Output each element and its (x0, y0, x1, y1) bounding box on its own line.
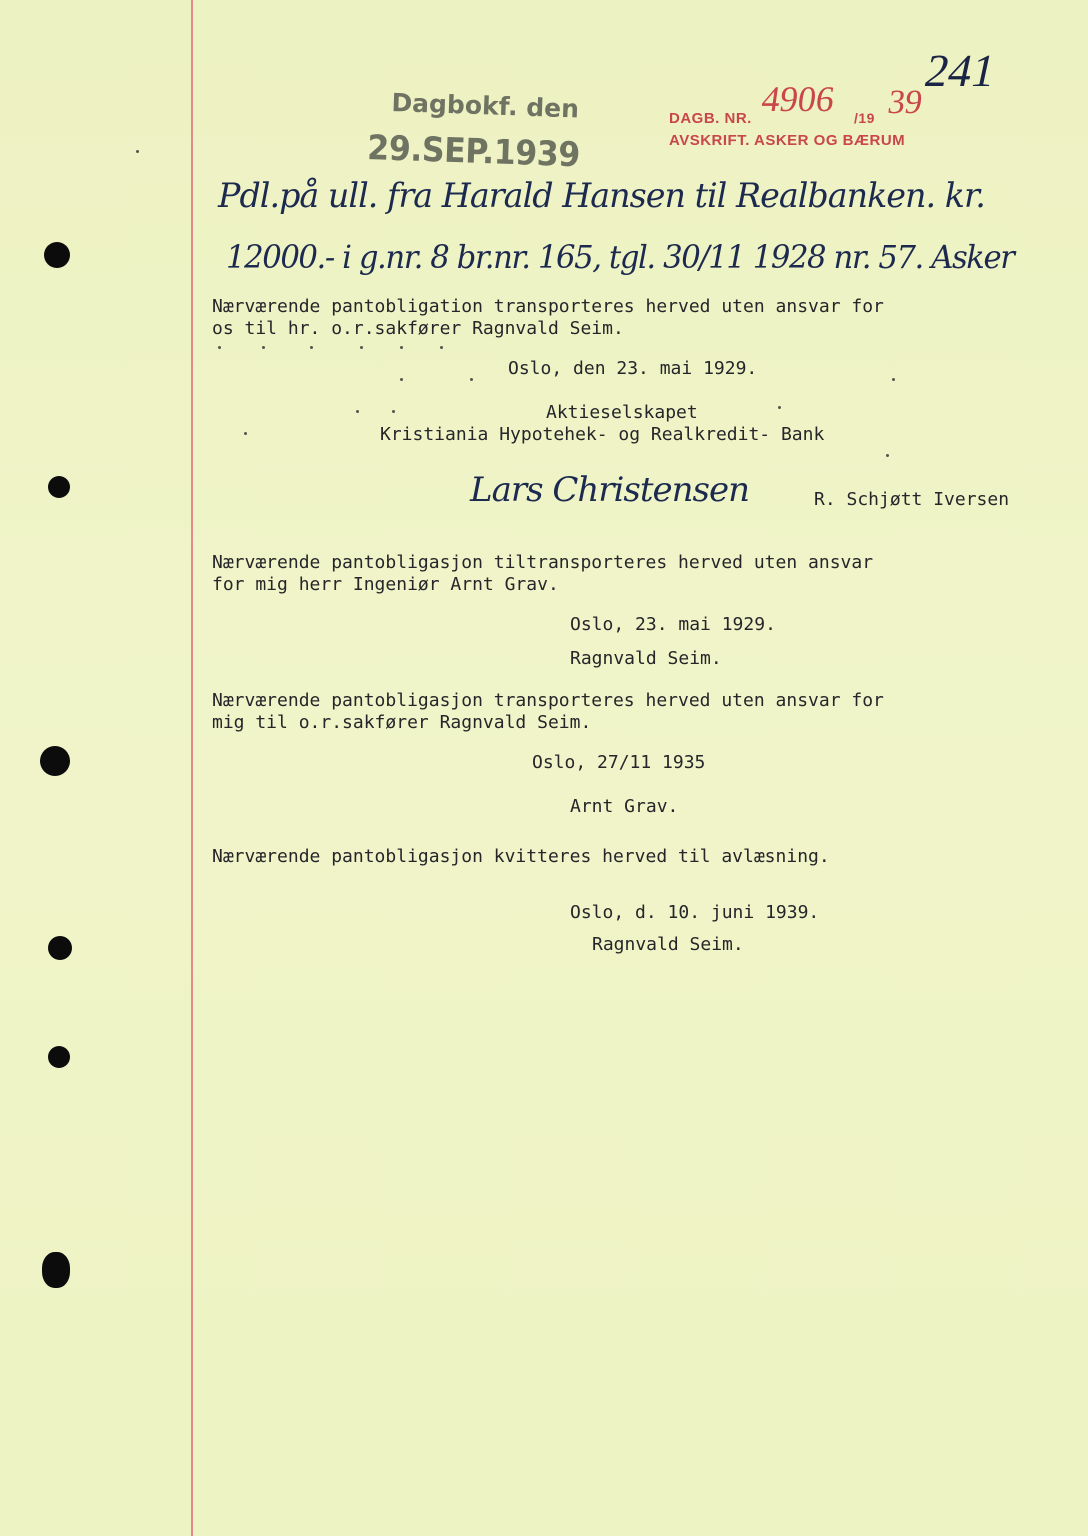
paper-speck (136, 150, 139, 153)
page-number: 241 (920, 45, 1001, 96)
paper-speck (262, 346, 265, 349)
dagb-nr-value: 4906 (759, 79, 837, 119)
dagb-year-prefix: /19 (854, 110, 875, 126)
punch-hole (40, 746, 70, 776)
block3-line-1: Nærværende pantobligasjon transporteres herved uten ansvar for (212, 690, 884, 711)
paper-speck (400, 378, 403, 381)
block4-line-1: Nærværende pantobligasjon kvitteres herved til avlæsning. (212, 846, 830, 867)
block1-handwritten-signature: Lars Christensen (470, 470, 749, 510)
dagbokf-stamp-label: Dagbokf. den (390, 88, 580, 124)
block2-place-date: Oslo, 23. mai 1929. (570, 614, 776, 635)
punch-hole (48, 476, 70, 498)
paper-speck (218, 346, 221, 349)
paper-speck (892, 378, 895, 381)
paper-speck (392, 410, 395, 413)
paper-speck (470, 378, 473, 381)
handwritten-header-line-1: Pdl.på ull. fra Harald Hansen til Realbanken. kr. (218, 176, 985, 216)
paper-speck (360, 346, 363, 349)
block4-signature: Ragnvald Seim. (592, 934, 744, 955)
block1-line-1: Nærværende pantobligation transporteres herved uten ansvar for (212, 296, 884, 317)
block1-place-date: Oslo, den 23. mai 1929. (508, 358, 758, 379)
dagbokf-stamp-date: 29.SEP.1939 (366, 128, 581, 176)
avskrift-stamp: AVSKRIFT. ASKER OG BÆRUM (669, 132, 906, 149)
red-margin-line (191, 0, 193, 1536)
block1-company-line-1: Aktieselskapet (546, 402, 698, 423)
dagb-nr-label: DAGB. NR. (669, 110, 752, 127)
paper-speck (886, 454, 889, 457)
block1-typed-signature: R. Schjøtt Iversen (814, 489, 1010, 510)
block2-line-1: Nærværende pantobligasjon tiltransporteres herved uten ansvar (212, 552, 874, 573)
punch-hole (44, 242, 70, 268)
paper-speck (244, 432, 247, 435)
paper-speck (778, 406, 781, 409)
block1-line-2: os til hr. o.r.sakfører Ragnvald Seim. (212, 318, 624, 339)
dagb-year: 39 (885, 84, 925, 121)
block1-company-line-2: Kristiania Hypotehek- og Realkredit- Bank (380, 424, 825, 445)
block3-signature: Arnt Grav. (570, 796, 679, 817)
punch-hole (48, 1046, 70, 1068)
paper-speck (356, 410, 359, 413)
punch-hole (48, 936, 72, 960)
paper-speck (440, 346, 443, 349)
block3-line-2: mig til o.r.sakfører Ragnvald Seim. (212, 712, 592, 733)
block4-place-date: Oslo, d. 10. juni 1939. (570, 902, 820, 923)
paper-speck (310, 346, 313, 349)
punch-hole (42, 1252, 70, 1288)
handwritten-header-line-2: 12000.- i g.nr. 8 br.nr. 165, tgl. 30/11 1928 nr. 57. Asker (226, 238, 1014, 276)
block3-place-date: Oslo, 27/11 1935 (532, 752, 706, 773)
block2-signature: Ragnvald Seim. (570, 648, 722, 669)
block2-line-2: for mig herr Ingeniør Arnt Grav. (212, 574, 559, 595)
paper-speck (400, 346, 403, 349)
